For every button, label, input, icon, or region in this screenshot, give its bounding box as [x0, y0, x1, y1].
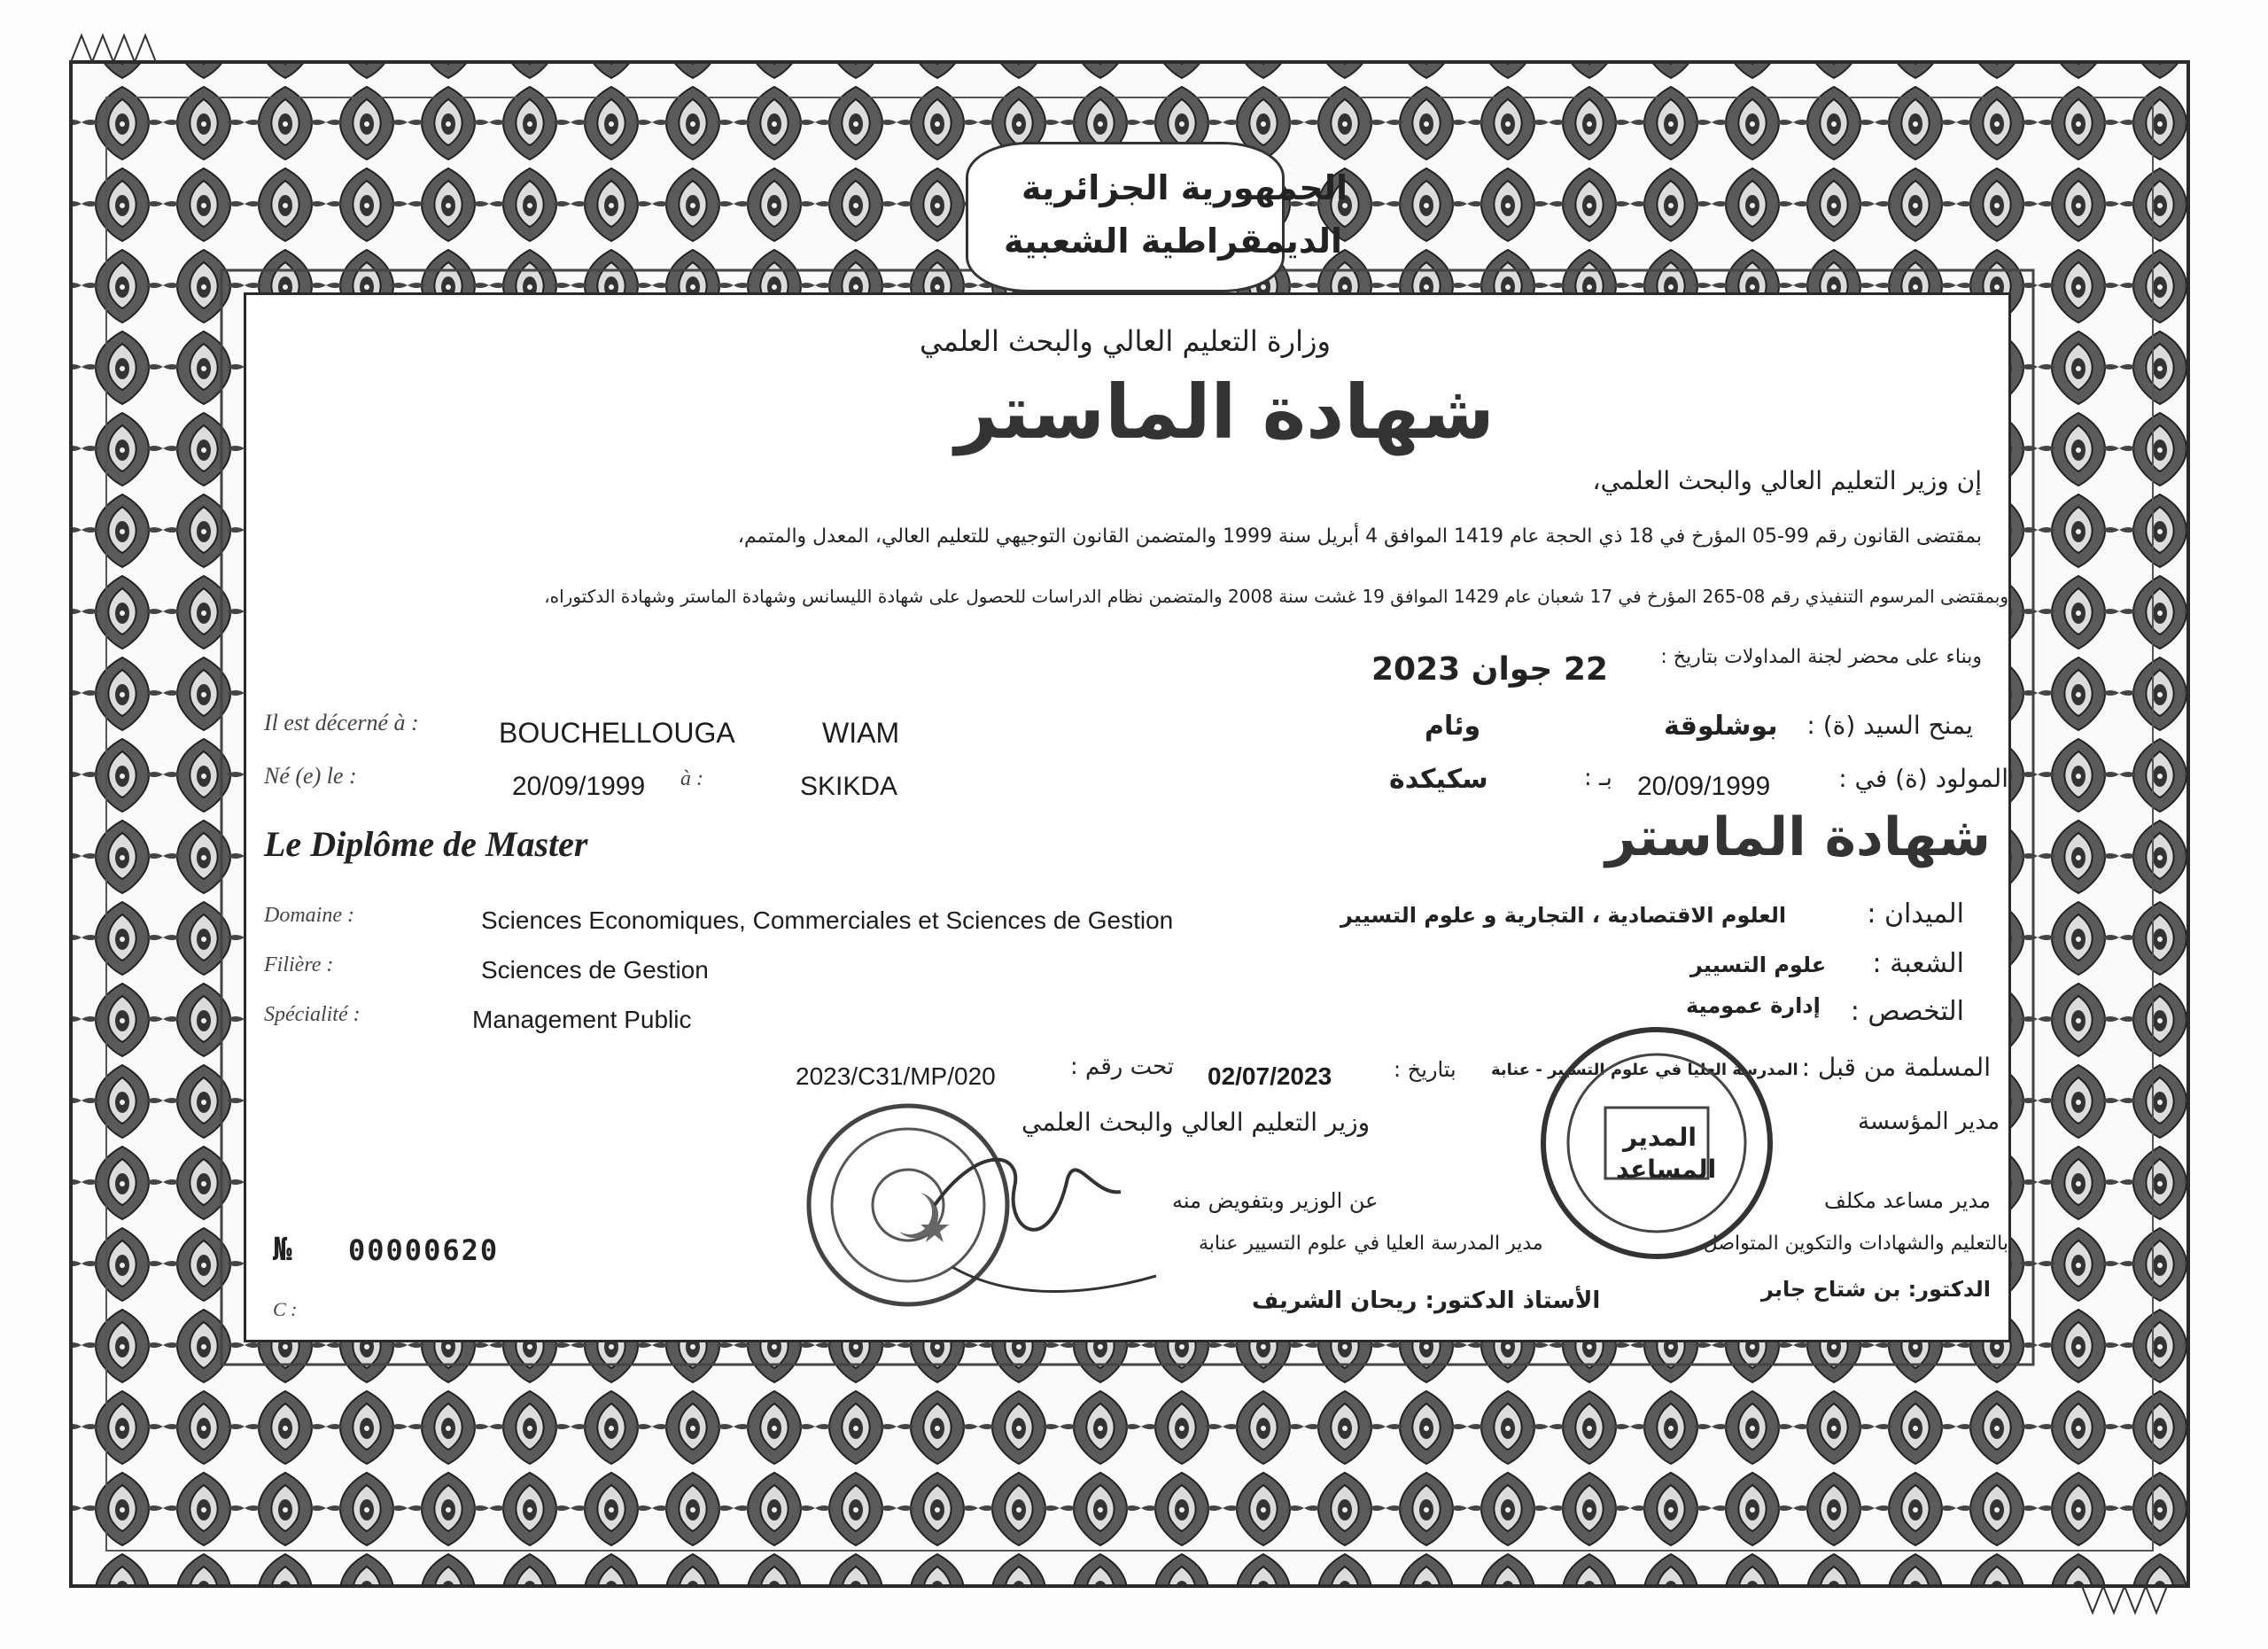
specialty-label-ar: التخصص : — [1850, 996, 1964, 1027]
last-name-ar: بوشلوقة — [1664, 711, 1778, 742]
minister-name: الأستاذ الدكتور: ريحان الشريف — [1252, 1287, 1601, 1314]
stamp-line-1: المدير — [1623, 1123, 1697, 1152]
birth-date-ar: 20/09/1999 — [1637, 772, 1771, 801]
branch-label-ar: الشعبة : — [1872, 948, 1964, 979]
republic-line-2: الديمقراطية الشعبية — [1004, 222, 1343, 261]
minister-title: مدير المدرسة العليا في علوم التسيير عنابة — [1199, 1233, 1543, 1255]
serial-extra-label: C : — [273, 1298, 298, 1320]
last-name-fr: BOUCHELLOUGA — [499, 717, 735, 749]
domain-label-fr: Domaine : — [264, 904, 354, 927]
branch-value-fr: Sciences de Gestion — [481, 956, 709, 984]
domain-label-ar: الميدان : — [1867, 898, 1964, 930]
awarded-label-ar: يمنح السيد (ة) : — [1806, 711, 1973, 740]
institution-label: مدير المؤسسة — [1858, 1108, 2000, 1135]
ministry-heading: وزارة التعليم العالي والبحث العلمي — [920, 324, 1331, 358]
serial-label: № — [273, 1232, 292, 1268]
institution-line-1: مدير مساعد مكلف — [1823, 1188, 1991, 1213]
arabic-title: شهادة الماستر — [955, 369, 1495, 455]
specialty-label-fr: Spécialité : — [264, 1003, 361, 1026]
issued-by-ar: المدرسة العليا في علوم التسيير - عنابة — [1491, 1061, 1798, 1079]
issue-date-label-ar: بتاريخ : — [1394, 1057, 1456, 1082]
specialty-value-ar: إدارة عمومية — [1686, 993, 1821, 1018]
reference-number: 2023/C31/MP/020 — [796, 1062, 996, 1090]
issued-by-label-ar: المسلمة من قبل : — [1801, 1053, 1991, 1082]
number-label-ar: تحت رقم : — [1070, 1054, 1175, 1080]
at-label-fr: à : — [680, 767, 703, 790]
born-label-fr: Né (e) le : — [264, 763, 357, 789]
specialty-value-fr: Management Public — [472, 1006, 692, 1033]
republic-line-1: الجمهورية الجزائرية — [1021, 168, 1348, 207]
stamp-line-2: المساعد — [1616, 1155, 1717, 1184]
birth-date-fr: 20/09/1999 — [512, 772, 646, 801]
first-name-fr: WIAM — [822, 717, 900, 749]
ministry-seal-icon — [802, 1081, 1174, 1329]
branch-label-fr: Filière : — [264, 953, 334, 976]
at-label-ar: بـ : — [1584, 765, 1612, 791]
branch-value-ar: علوم التسيير — [1690, 953, 1827, 977]
minister-delegation: عن الوزير وبتفويض منه — [1172, 1188, 1379, 1213]
institution-name: الدكتور: بن شتاح جابر — [1761, 1277, 1991, 1302]
awarded-label-fr: Il est décerné à : — [264, 710, 419, 735]
born-label-ar: المولود (ة) في : — [1838, 764, 2008, 793]
first-name-ar: وئام — [1425, 711, 1481, 742]
republic-cartouche — [966, 142, 1348, 292]
birth-place-fr: SKIKDA — [800, 772, 898, 801]
serial-number: 00000620 — [348, 1233, 500, 1267]
issue-date: 02/07/2023 — [1208, 1062, 1332, 1090]
minister-label: وزير التعليم العالي والبحث العلمي — [1021, 1108, 1371, 1137]
institution-line-2: بالتعليم والشهادات والتكوين المتواصل — [1703, 1233, 2008, 1255]
preamble-line-2: بمقتضى القانون رقم 99-05 المؤرخ في 18 ذي الحجة عام 1419 الموافق 4 أبريل سنة 1999 والمتضمن القانون التوجيهي للتعليم العالي، المعدل والمتمم، — [737, 525, 1982, 548]
domain-value-fr: Sciences Economiques, Commerciales et Sciences de Gestion — [481, 906, 1174, 934]
birth-place-ar: سكيكدة — [1389, 764, 1488, 795]
preamble-line-3: وبمقتضى المرسوم التنفيذي رقم 08-265 المؤرخ في 17 شعبان عام 1429 الموافق 19 غشت سنة 2008 والمتضمن نظام الدراسات للحصول على شهادة الليسانس وشهادة الماستر وشهادة الدكتوراه، — [544, 586, 2008, 607]
preamble-line-4: وبناء على محضر لجنة المداولات بتاريخ : — [1660, 646, 1982, 668]
domain-value-ar: العلوم الاقتصادية ، التجارية و علوم التسيير — [1340, 903, 1787, 928]
diploma-title-ar: شهادة الماستر — [1605, 806, 1991, 868]
diploma-title-fr: Le Diplôme de Master — [264, 824, 588, 864]
deliberation-date: 22 جوان 2023 — [1371, 651, 1608, 688]
preamble-line-1: إن وزير التعليم العالي والبحث العلمي، — [1592, 466, 1982, 495]
